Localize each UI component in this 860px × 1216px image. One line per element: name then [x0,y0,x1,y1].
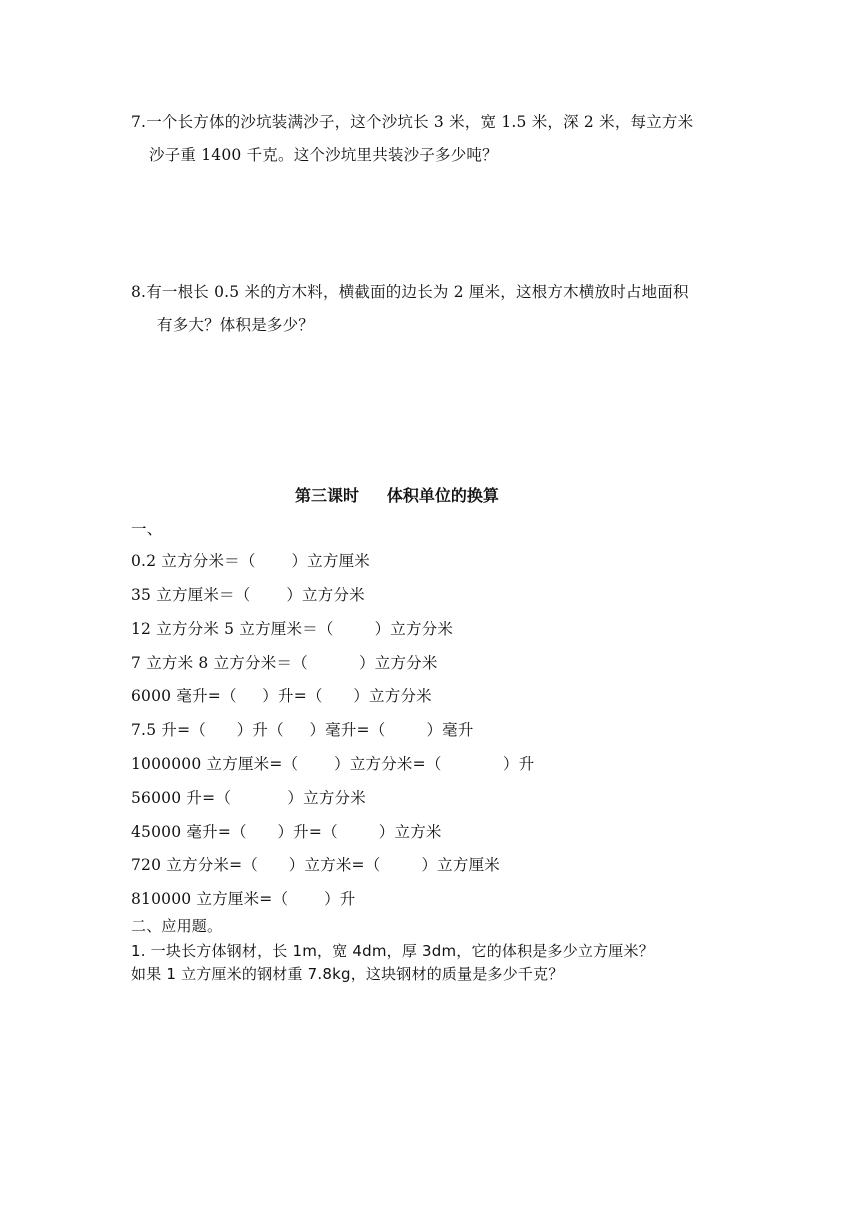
lesson-title: 第三课时 体积单位的换算 [295,486,499,505]
problem-7-line-1: 7.一个长方体的沙坑装满沙子，这个沙坑长 3 米，宽 1.5 米，深 2 米，每立方米 [131,113,694,131]
conversion-item: 35 立方厘米＝（ ）立方分米 [131,586,365,604]
conversion-item: 7.5 升=（ ）升（ ）毫升=（ ）毫升 [131,721,474,739]
conversion-item: 720 立方分米=（ ）立方米=（ ）立方厘米 [131,856,500,874]
section-1-heading: 一、 [131,520,163,538]
conversion-item: 6000 毫升=（ ）升=（ ）立方分米 [131,687,432,705]
problem-7-line-2: 沙子重 1400 千克。这个沙坑里共装沙子多少吨？ [149,146,498,164]
conversion-item: 0.2 立方分米＝（ ）立方厘米 [131,552,370,570]
problem-8-line-1: 8.有一根长 0.5 米的方木料，横截面的边长为 2 厘米，这根方木横放时占地面积 [131,283,689,301]
conversion-item: 1000000 立方厘米=（ ）立方分米=（ ）升 [131,755,535,773]
problem-8-line-2: 有多大？体积是多少？ [157,316,315,334]
conversion-item: 56000 升=（ ）立方分米 [131,789,366,807]
app-problem-line-2: 如果 1 立方厘米的钢材重 7.8kg，这块钢材的质量是多少千克？ [131,965,564,983]
conversion-item: 810000 立方厘米=（ ）升 [131,890,356,908]
section-2-heading: 二、应用题。 [131,917,223,935]
conversion-item: 45000 毫升=（ ）升=（ ）立方米 [131,823,442,841]
conversion-item: 7 立方米 8 立方分米＝（ ）立方分米 [131,654,438,672]
conversion-item: 12 立方分米 5 立方厘米＝（ ）立方分米 [131,620,454,638]
app-problem-line-1: 1. 一块长方体钢材，长 1m，宽 4dm，厚 3dm，它的体积是多少立方厘米？ [131,942,654,960]
